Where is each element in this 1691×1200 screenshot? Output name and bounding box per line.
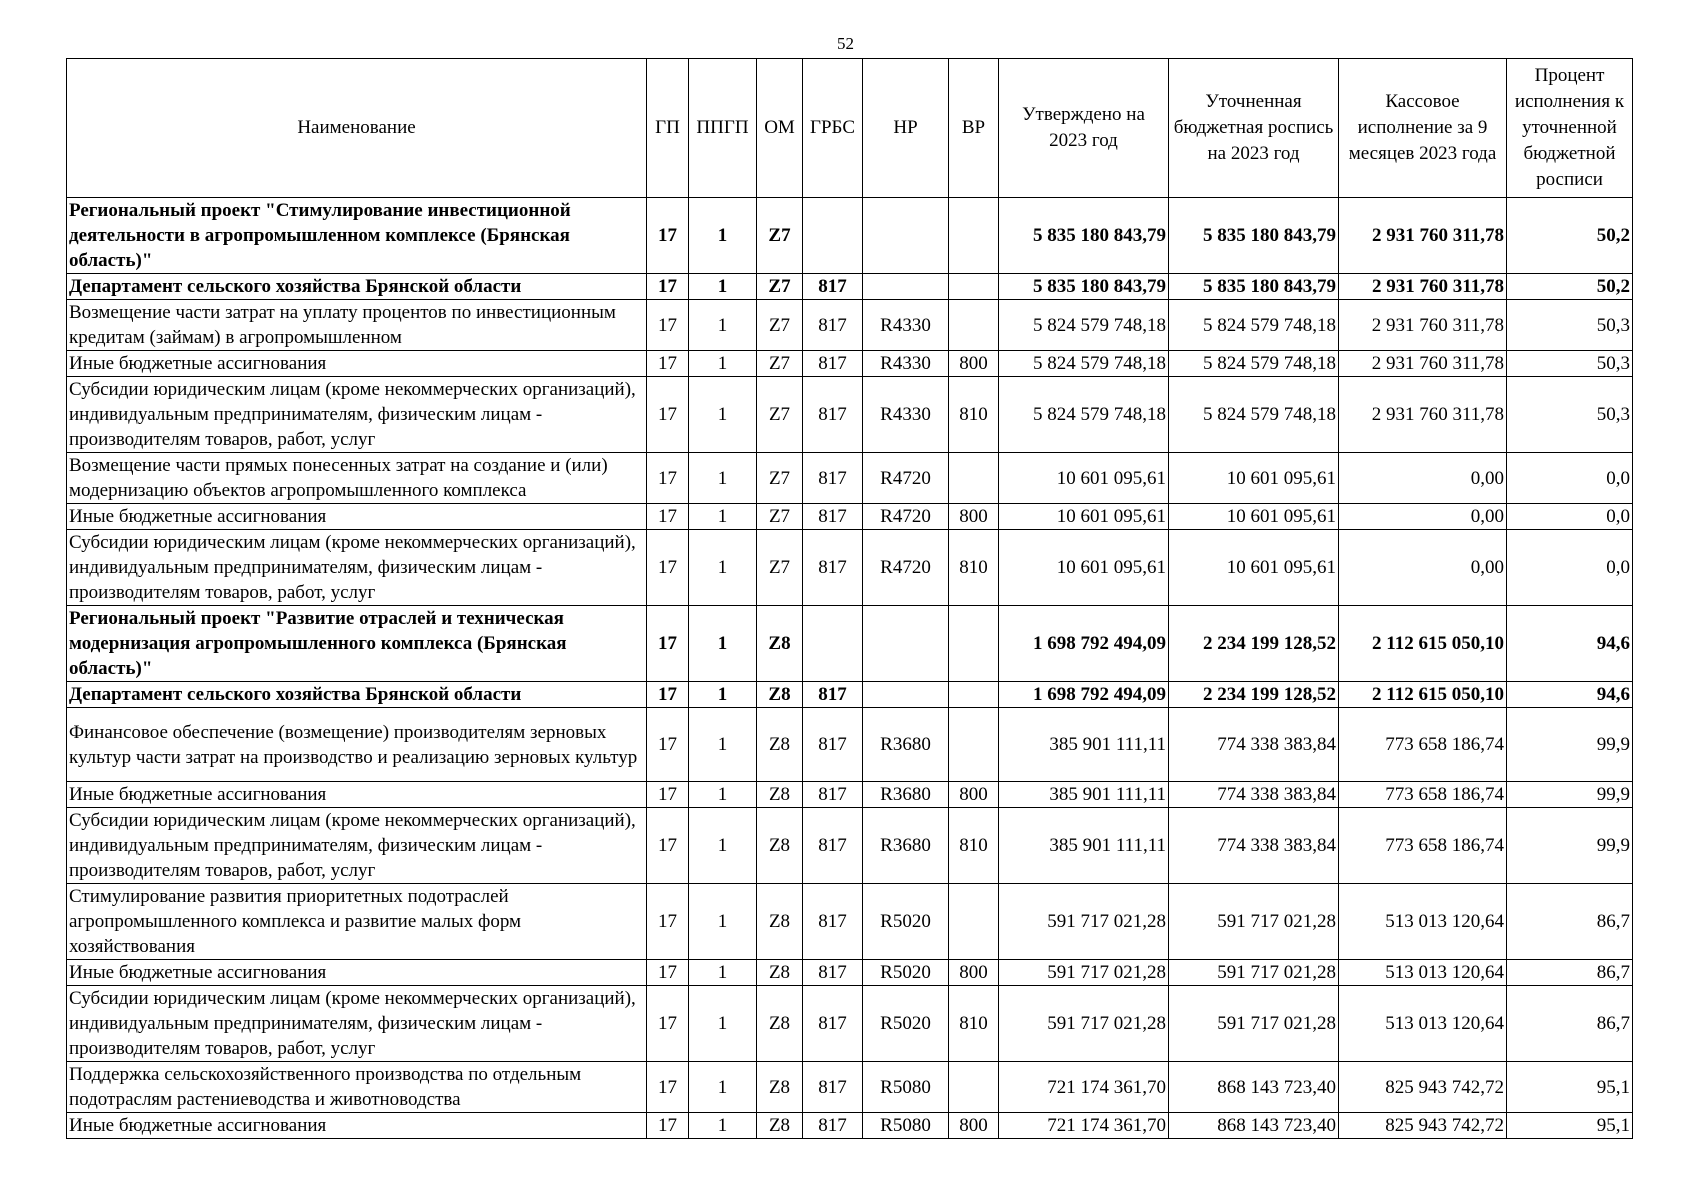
cell-om: Z7 <box>757 300 803 351</box>
cell-nr: R3680 <box>863 708 949 782</box>
cell-om: Z8 <box>757 682 803 708</box>
cell-grbs: 817 <box>803 682 863 708</box>
cell-percent: 0,0 <box>1507 453 1633 504</box>
cell-ppgp: 1 <box>689 682 757 708</box>
table-row <box>67 351 1633 377</box>
cell-percent: 50,3 <box>1507 377 1633 453</box>
cell-ppgp: 1 <box>689 300 757 351</box>
cell-cash: 2 931 760 311,78 <box>1339 274 1507 300</box>
col-header-percent: Процент исполнения к уточненной бюджетной росписи <box>1507 59 1633 198</box>
cell-grbs: 817 <box>803 504 863 530</box>
cell-nr <box>863 606 949 682</box>
cell-om: Z7 <box>757 530 803 606</box>
cell-om: Z7 <box>757 377 803 453</box>
cell-gp: 17 <box>647 377 689 453</box>
cell-nr: R4720 <box>863 504 949 530</box>
cell-gp: 17 <box>647 986 689 1062</box>
cell-om: Z8 <box>757 708 803 782</box>
cell-percent: 95,1 <box>1507 1062 1633 1113</box>
cell-ppgp: 1 <box>689 808 757 884</box>
cell-approved: 721 174 361,70 <box>999 1113 1169 1139</box>
cell-gp: 17 <box>647 1062 689 1113</box>
cell-cash: 773 658 186,74 <box>1339 808 1507 884</box>
cell-percent: 86,7 <box>1507 986 1633 1062</box>
cell-name: Стимулирование развития приоритетных подотраслей агропромышленного комплекса и развитие малых форм хозяйствования <box>67 884 647 960</box>
cell-vr: 800 <box>949 1113 999 1139</box>
cell-cash: 2 112 615 050,10 <box>1339 682 1507 708</box>
cell-ppgp: 1 <box>689 453 757 504</box>
cell-vr <box>949 453 999 504</box>
cell-refined: 10 601 095,61 <box>1169 530 1339 606</box>
cell-refined: 591 717 021,28 <box>1169 986 1339 1062</box>
table-row <box>67 377 1633 453</box>
cell-refined: 5 835 180 843,79 <box>1169 274 1339 300</box>
cell-approved: 5 824 579 748,18 <box>999 377 1169 453</box>
cell-nr: R3680 <box>863 808 949 884</box>
cell-approved: 5 835 180 843,79 <box>999 274 1169 300</box>
cell-refined: 5 824 579 748,18 <box>1169 300 1339 351</box>
table-row <box>67 960 1633 986</box>
col-header-approved: Утверждено на 2023 год <box>999 59 1169 198</box>
cell-om: Z8 <box>757 884 803 960</box>
cell-name: Поддержка сельскохозяйственного производства по отдельным подотраслям растениеводства и животноводства <box>67 1062 647 1113</box>
cell-refined: 591 717 021,28 <box>1169 884 1339 960</box>
cell-approved: 385 901 111,11 <box>999 782 1169 808</box>
cell-ppgp: 1 <box>689 504 757 530</box>
cell-approved: 385 901 111,11 <box>999 708 1169 782</box>
cell-om: Z7 <box>757 504 803 530</box>
cell-grbs: 817 <box>803 986 863 1062</box>
cell-nr: R4330 <box>863 351 949 377</box>
cell-grbs: 817 <box>803 884 863 960</box>
cell-approved: 1 698 792 494,09 <box>999 682 1169 708</box>
cell-grbs: 817 <box>803 351 863 377</box>
cell-name: Региональный проект "Развитие отраслей и техническая модернизация агропромышленного комплекса (Брянская область)" <box>67 606 647 682</box>
cell-om: Z7 <box>757 274 803 300</box>
cell-ppgp: 1 <box>689 377 757 453</box>
cell-gp: 17 <box>647 606 689 682</box>
table-row <box>67 808 1633 884</box>
cell-cash: 773 658 186,74 <box>1339 708 1507 782</box>
cell-percent: 86,7 <box>1507 884 1633 960</box>
cell-name: Департамент сельского хозяйства Брянской области <box>67 682 647 708</box>
cell-om: Z8 <box>757 1062 803 1113</box>
cell-grbs: 817 <box>803 300 863 351</box>
cell-refined: 868 143 723,40 <box>1169 1113 1339 1139</box>
cell-approved: 385 901 111,11 <box>999 808 1169 884</box>
cell-nr: R4720 <box>863 530 949 606</box>
cell-ppgp: 1 <box>689 530 757 606</box>
cell-ppgp: 1 <box>689 960 757 986</box>
table-row <box>67 1062 1633 1113</box>
cell-grbs: 817 <box>803 960 863 986</box>
cell-name: Иные бюджетные ассигнования <box>67 782 647 808</box>
cell-refined: 2 234 199 128,52 <box>1169 682 1339 708</box>
cell-nr: R4720 <box>863 453 949 504</box>
cell-cash: 2 931 760 311,78 <box>1339 351 1507 377</box>
cell-gp: 17 <box>647 808 689 884</box>
cell-percent: 99,9 <box>1507 808 1633 884</box>
cell-ppgp: 1 <box>689 606 757 682</box>
cell-refined: 5 824 579 748,18 <box>1169 377 1339 453</box>
cell-name: Субсидии юридическим лицам (кроме некоммерческих организаций), индивидуальным предпринимателям, физическим лицам - производителям товаров, работ, услуг <box>67 986 647 1062</box>
cell-approved: 591 717 021,28 <box>999 986 1169 1062</box>
cell-vr: 810 <box>949 377 999 453</box>
cell-approved: 591 717 021,28 <box>999 884 1169 960</box>
cell-cash: 2 931 760 311,78 <box>1339 198 1507 274</box>
cell-cash: 0,00 <box>1339 504 1507 530</box>
cell-om: Z7 <box>757 198 803 274</box>
cell-gp: 17 <box>647 504 689 530</box>
table-row <box>67 530 1633 606</box>
cell-gp: 17 <box>647 708 689 782</box>
cell-cash: 2 931 760 311,78 <box>1339 300 1507 351</box>
cell-name: Иные бюджетные ассигнования <box>67 1113 647 1139</box>
cell-name: Субсидии юридическим лицам (кроме некоммерческих организаций), индивидуальным предпринимателям, физическим лицам - производителям товаров, работ, услуг <box>67 530 647 606</box>
cell-approved: 5 824 579 748,18 <box>999 351 1169 377</box>
table-row <box>67 782 1633 808</box>
cell-name: Субсидии юридическим лицам (кроме некоммерческих организаций), индивидуальным предпринимателям, физическим лицам - производителям товаров, работ, услуг <box>67 377 647 453</box>
cell-refined: 5 835 180 843,79 <box>1169 198 1339 274</box>
cell-cash: 513 013 120,64 <box>1339 960 1507 986</box>
header-row <box>67 59 1633 198</box>
cell-om: Z7 <box>757 453 803 504</box>
cell-vr <box>949 708 999 782</box>
cell-cash: 513 013 120,64 <box>1339 986 1507 1062</box>
table-row <box>67 682 1633 708</box>
cell-name: Возмещение части затрат на уплату процентов по инвестиционным кредитам (займам) в агропромышленном <box>67 300 647 351</box>
cell-vr <box>949 606 999 682</box>
cell-grbs: 817 <box>803 808 863 884</box>
cell-gp: 17 <box>647 1113 689 1139</box>
cell-name: Региональный проект "Стимулирование инвестиционной деятельности в агропромышленном комплексе (Брянская область)" <box>67 198 647 274</box>
col-header-ppgp: ППГП <box>689 59 757 198</box>
cell-om: Z8 <box>757 1113 803 1139</box>
cell-ppgp: 1 <box>689 884 757 960</box>
col-header-gp: ГП <box>647 59 689 198</box>
cell-ppgp: 1 <box>689 1062 757 1113</box>
cell-nr <box>863 274 949 300</box>
cell-vr: 810 <box>949 986 999 1062</box>
cell-name: Иные бюджетные ассигнования <box>67 960 647 986</box>
cell-percent: 0,0 <box>1507 504 1633 530</box>
cell-name: Департамент сельского хозяйства Брянской области <box>67 274 647 300</box>
col-header-name: Наименование <box>67 59 647 198</box>
col-header-nr: НР <box>863 59 949 198</box>
cell-nr: R5080 <box>863 1062 949 1113</box>
cell-ppgp: 1 <box>689 708 757 782</box>
cell-percent: 94,6 <box>1507 606 1633 682</box>
cell-nr: R4330 <box>863 300 949 351</box>
cell-grbs <box>803 198 863 274</box>
cell-vr <box>949 300 999 351</box>
cell-approved: 5 835 180 843,79 <box>999 198 1169 274</box>
cell-name: Иные бюджетные ассигнования <box>67 351 647 377</box>
cell-cash: 513 013 120,64 <box>1339 884 1507 960</box>
cell-cash: 825 943 742,72 <box>1339 1113 1507 1139</box>
cell-refined: 10 601 095,61 <box>1169 504 1339 530</box>
col-header-vr: ВР <box>949 59 999 198</box>
cell-gp: 17 <box>647 782 689 808</box>
table-row <box>67 708 1633 782</box>
cell-grbs: 817 <box>803 453 863 504</box>
cell-nr <box>863 198 949 274</box>
table-row <box>67 198 1633 274</box>
table-row <box>67 300 1633 351</box>
cell-percent: 95,1 <box>1507 1113 1633 1139</box>
cell-ppgp: 1 <box>689 274 757 300</box>
budget-table <box>66 58 1633 1139</box>
cell-gp: 17 <box>647 274 689 300</box>
cell-refined: 10 601 095,61 <box>1169 453 1339 504</box>
cell-nr <box>863 682 949 708</box>
table-row <box>67 606 1633 682</box>
cell-grbs: 817 <box>803 274 863 300</box>
cell-gp: 17 <box>647 884 689 960</box>
cell-vr <box>949 682 999 708</box>
cell-refined: 2 234 199 128,52 <box>1169 606 1339 682</box>
cell-om: Z7 <box>757 351 803 377</box>
cell-nr: R5020 <box>863 960 949 986</box>
cell-gp: 17 <box>647 960 689 986</box>
cell-refined: 774 338 383,84 <box>1169 808 1339 884</box>
col-header-cash: Кассовое исполнение за 9 месяцев 2023 года <box>1339 59 1507 198</box>
cell-percent: 50,2 <box>1507 198 1633 274</box>
cell-cash: 2 931 760 311,78 <box>1339 377 1507 453</box>
cell-cash: 773 658 186,74 <box>1339 782 1507 808</box>
cell-om: Z8 <box>757 808 803 884</box>
cell-refined: 774 338 383,84 <box>1169 708 1339 782</box>
cell-approved: 5 824 579 748,18 <box>999 300 1169 351</box>
cell-om: Z8 <box>757 782 803 808</box>
cell-nr: R5080 <box>863 1113 949 1139</box>
cell-om: Z8 <box>757 986 803 1062</box>
cell-name: Субсидии юридическим лицам (кроме некоммерческих организаций), индивидуальным предпринимателям, физическим лицам - производителям товаров, работ, услуг <box>67 808 647 884</box>
cell-percent: 50,2 <box>1507 274 1633 300</box>
cell-name: Возмещение части прямых понесенных затрат на создание и (или) модернизацию объектов агропромышленного комплекса <box>67 453 647 504</box>
cell-percent: 50,3 <box>1507 351 1633 377</box>
cell-grbs: 817 <box>803 530 863 606</box>
cell-vr <box>949 1062 999 1113</box>
cell-gp: 17 <box>647 300 689 351</box>
table-row <box>67 986 1633 1062</box>
cell-vr: 800 <box>949 960 999 986</box>
cell-ppgp: 1 <box>689 198 757 274</box>
cell-grbs <box>803 606 863 682</box>
cell-approved: 10 601 095,61 <box>999 453 1169 504</box>
table-row <box>67 504 1633 530</box>
cell-refined: 591 717 021,28 <box>1169 960 1339 986</box>
cell-percent: 99,9 <box>1507 708 1633 782</box>
cell-refined: 774 338 383,84 <box>1169 782 1339 808</box>
cell-gp: 17 <box>647 351 689 377</box>
table-row <box>67 884 1633 960</box>
cell-name: Финансовое обеспечение (возмещение) производителям зерновых культур части затрат на производство и реализацию зерновых культур <box>67 708 647 782</box>
cell-name: Иные бюджетные ассигнования <box>67 504 647 530</box>
cell-cash: 0,00 <box>1339 530 1507 606</box>
cell-ppgp: 1 <box>689 1113 757 1139</box>
cell-nr: R3680 <box>863 782 949 808</box>
cell-grbs: 817 <box>803 1113 863 1139</box>
cell-approved: 1 698 792 494,09 <box>999 606 1169 682</box>
table-row <box>67 1113 1633 1139</box>
cell-om: Z8 <box>757 960 803 986</box>
cell-vr <box>949 274 999 300</box>
cell-grbs: 817 <box>803 782 863 808</box>
cell-ppgp: 1 <box>689 351 757 377</box>
col-header-grbs: ГРБС <box>803 59 863 198</box>
cell-percent: 99,9 <box>1507 782 1633 808</box>
cell-approved: 10 601 095,61 <box>999 504 1169 530</box>
cell-gp: 17 <box>647 198 689 274</box>
cell-percent: 50,3 <box>1507 300 1633 351</box>
cell-cash: 825 943 742,72 <box>1339 1062 1507 1113</box>
cell-nr: R5020 <box>863 884 949 960</box>
cell-approved: 10 601 095,61 <box>999 530 1169 606</box>
cell-ppgp: 1 <box>689 986 757 1062</box>
cell-approved: 591 717 021,28 <box>999 960 1169 986</box>
table-row <box>67 274 1633 300</box>
cell-ppgp: 1 <box>689 782 757 808</box>
cell-grbs: 817 <box>803 708 863 782</box>
cell-percent: 0,0 <box>1507 530 1633 606</box>
cell-gp: 17 <box>647 530 689 606</box>
cell-nr: R5020 <box>863 986 949 1062</box>
cell-cash: 0,00 <box>1339 453 1507 504</box>
cell-percent: 86,7 <box>1507 960 1633 986</box>
cell-vr: 800 <box>949 351 999 377</box>
cell-cash: 2 112 615 050,10 <box>1339 606 1507 682</box>
cell-gp: 17 <box>647 682 689 708</box>
cell-vr: 800 <box>949 782 999 808</box>
cell-grbs: 817 <box>803 377 863 453</box>
col-header-refined: Уточненная бюджетная роспись на 2023 год <box>1169 59 1339 198</box>
table-row <box>67 453 1633 504</box>
page-number: 52 <box>837 34 854 53</box>
cell-refined: 5 824 579 748,18 <box>1169 351 1339 377</box>
cell-vr <box>949 198 999 274</box>
cell-vr: 810 <box>949 530 999 606</box>
cell-percent: 94,6 <box>1507 682 1633 708</box>
cell-vr <box>949 884 999 960</box>
cell-vr: 800 <box>949 504 999 530</box>
cell-om: Z8 <box>757 606 803 682</box>
cell-refined: 868 143 723,40 <box>1169 1062 1339 1113</box>
col-header-om: ОМ <box>757 59 803 198</box>
cell-vr: 810 <box>949 808 999 884</box>
cell-grbs: 817 <box>803 1062 863 1113</box>
cell-gp: 17 <box>647 453 689 504</box>
cell-nr: R4330 <box>863 377 949 453</box>
cell-approved: 721 174 361,70 <box>999 1062 1169 1113</box>
